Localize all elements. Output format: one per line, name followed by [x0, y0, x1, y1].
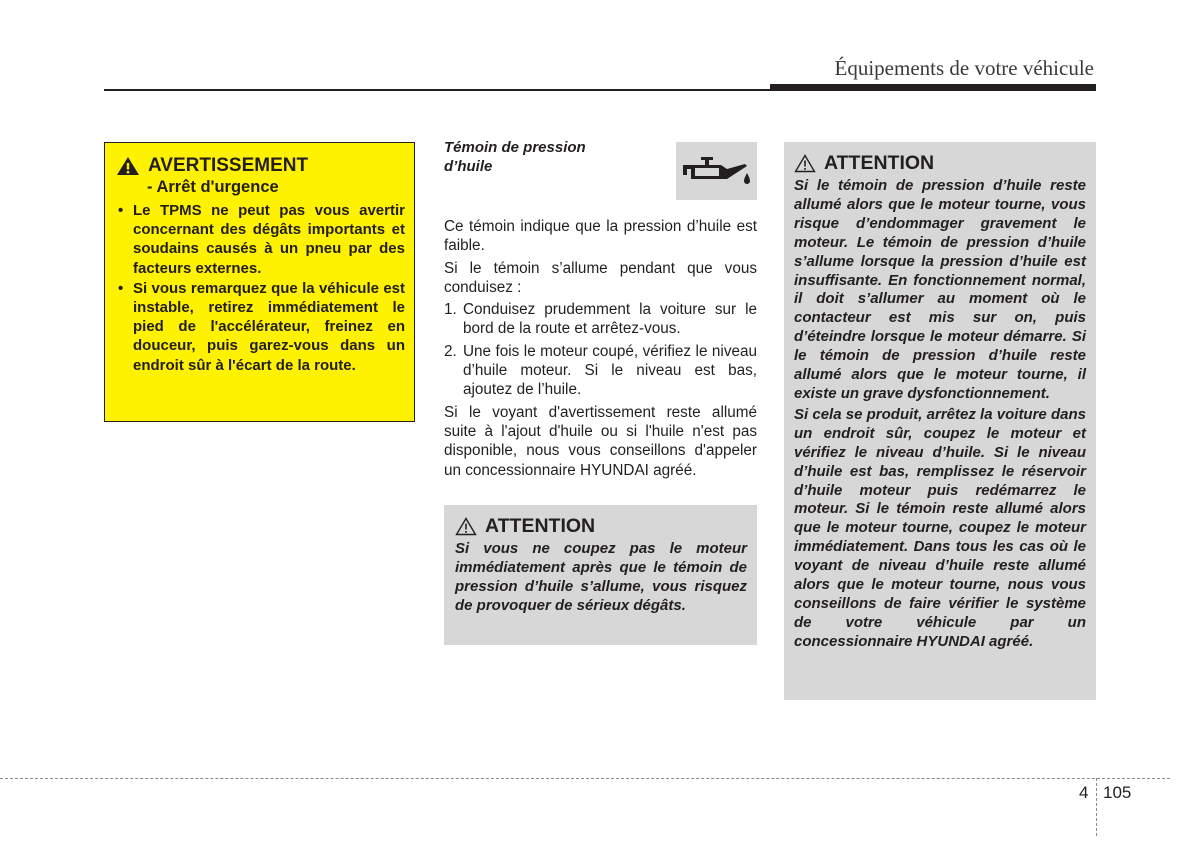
footer-divider — [1096, 778, 1097, 836]
attention-title-row — [455, 515, 747, 537]
oil-section-body — [444, 217, 757, 483]
oil-steps-list — [444, 300, 757, 399]
attention-paragraph: Si cela se produit, arrêtez la voiture dans un endroit sûr, coupez le moteur et vérifiez le niveau d’huile. Si le niveau d’huile est bas, remplissez le réservoir d’huile moteur puis redémarrez le moteur. Si le témoin reste allumé alors que le moteur tourne, coupez le moteur immédiatement. Dans tous les cas où le voyant de niveau d’huile reste allumé alors que le moteur tourne, nous vous conseillons de faire vérifier le système de votre véhicule par un concessionnaire HYUNDAI agréé. — [794, 405, 1086, 650]
step-number: 2. — [444, 342, 457, 360]
attention-text: Si vous ne coupez pas le moteur immédiatement après que le témoin de pression d’huile s’allume, vous risquez de provoquer de sérieux dégâts. — [455, 540, 747, 614]
step-text: Une fois le moteur coupé, vérifiez le niveau d’huile moteur. Si le niveau est bas, ajoutez de l’huile. — [463, 342, 757, 399]
warning-item: • Si vous remarquez que la véhicule est instable, retirez immédiatement le pied de l'accélérateur, freinez en douceur, puis garez-vous dans un endroit sûr à l'écart de la route. — [116, 279, 405, 375]
attention-title: ATTENTION — [485, 515, 596, 537]
warning-title-row — [116, 155, 405, 177]
oil-heading-line1: Témoin de pression — [444, 139, 586, 156]
attention-box-middle — [444, 505, 757, 645]
caution-triangle-icon — [455, 517, 477, 536]
warning-list — [116, 201, 405, 375]
chapter-number: 4 — [1079, 783, 1089, 802]
header-rule-thick — [770, 84, 1096, 91]
attention-title-row — [794, 152, 1086, 174]
warning-box — [104, 142, 415, 422]
oil-paragraph: Si le témoin s’allume pendant que vous conduisez : — [444, 259, 757, 296]
attention-title: ATTENTION — [824, 152, 935, 174]
oil-step — [444, 342, 757, 400]
attention-box-right — [784, 142, 1096, 700]
page-header-title: Équipements de votre véhicule — [834, 56, 1094, 80]
warning-triangle-icon — [116, 156, 140, 176]
oil-can-icon — [681, 153, 753, 189]
attention-paragraph: Si le témoin de pression d’huile reste allumé alors que le moteur tourne, vous risque d’endommager gravement le moteur. Le témoin de pression d’huile s’allume lorsque la pression d’huile est insuffisante. En fonctionnement normal, il doit s’allumer au moment où le contacteur est mis sur on, puis d’éteindre lorsque le moteur démarre. Si le témoin de pression d’huile reste allumé alors que le moteur tourne, il existe un grave dysfonctionnement. — [794, 177, 1086, 402]
warning-subtitle: - Arrêt d'urgence — [147, 178, 279, 196]
oil-icon-box — [676, 142, 757, 200]
footer-rule — [0, 778, 1170, 779]
page-number: 105 — [1103, 783, 1132, 802]
warning-item: • Le TPMS ne peut pas vous avertir concernant des dégâts importants et soudains causés à un pneu par des facteurs externes. — [116, 201, 405, 278]
step-text: Conduisez prudemment la voiture sur le bord de la route et arrêtez-vous. — [463, 301, 757, 338]
header-rule — [104, 89, 770, 91]
oil-paragraph: Ce témoin indique que la pression d’huile est faible. — [444, 218, 757, 255]
warning-title: AVERTISSEMENT — [148, 155, 309, 176]
oil-step — [444, 300, 757, 339]
oil-paragraph: Si le voyant d'avertissement reste allumé suite à l'ajout d'huile ou si l'huile n'est pas disponible, nous vous conseillons d'appeler un concessionnaire HYUNDAI agréé. — [444, 403, 757, 479]
oil-heading-line2: d’huile — [444, 158, 493, 175]
step-number: 1. — [444, 301, 457, 319]
caution-triangle-icon — [794, 154, 816, 173]
